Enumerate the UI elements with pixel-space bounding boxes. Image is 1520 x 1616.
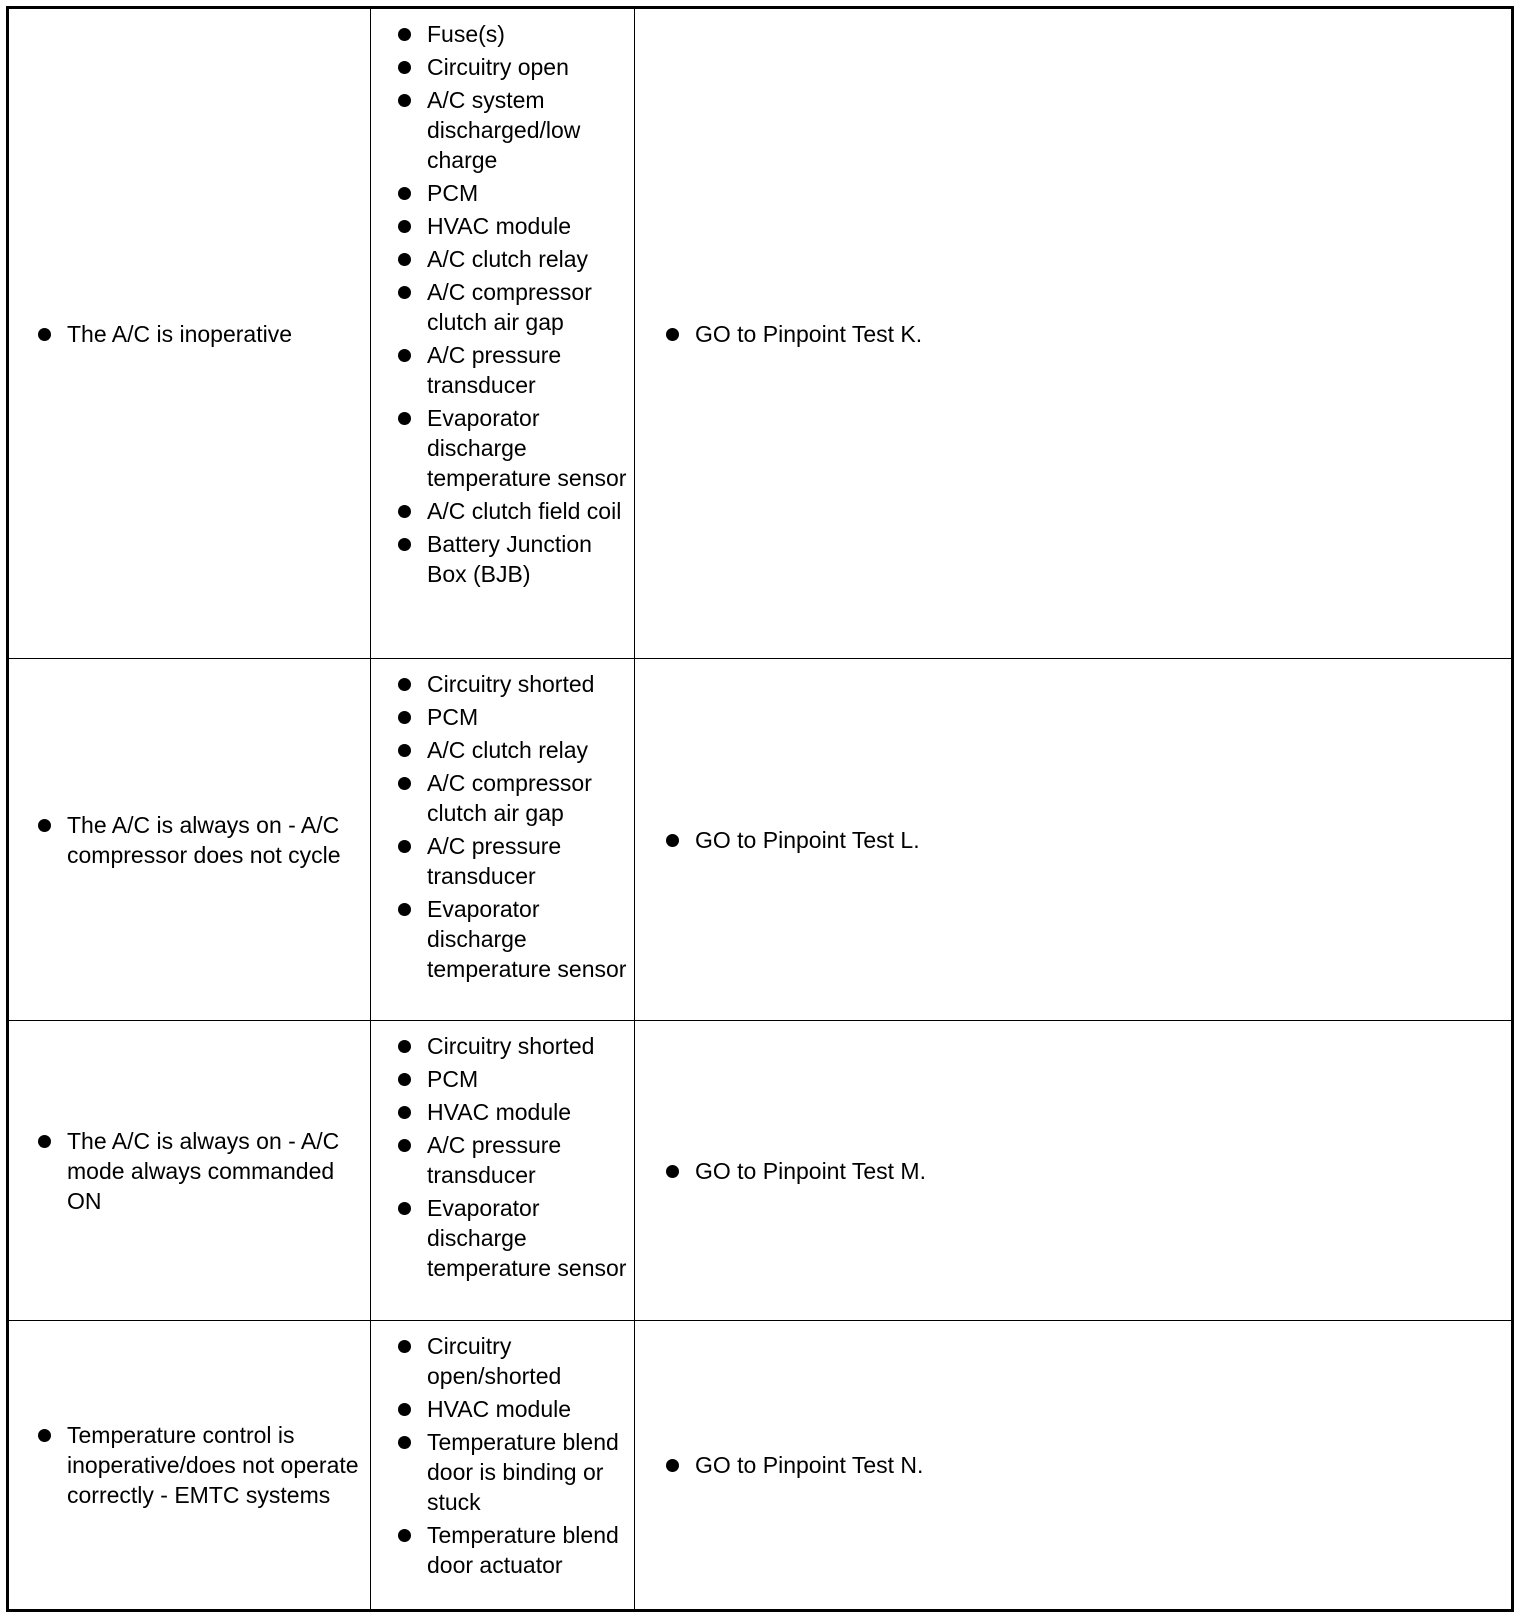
possible-source-item: Evaporator discharge temperature sensor xyxy=(427,894,635,984)
symptom-text: The A/C is inoperative xyxy=(67,319,363,349)
possible-source-item: A/C compressor clutch air gap xyxy=(427,768,635,828)
possible-source-item: HVAC module xyxy=(427,211,635,241)
possible-source-item: PCM xyxy=(427,178,635,208)
possible-source-cell xyxy=(371,1021,635,1320)
possible-source-item: A/C clutch relay xyxy=(427,735,635,765)
action-cell xyxy=(635,659,1511,1020)
possible-source-item: A/C compressor clutch air gap xyxy=(427,277,635,337)
symptom-chart-table xyxy=(6,6,1514,1612)
possible-source-item: Battery Junction Box (BJB) xyxy=(427,529,635,589)
possible-source-item: Temperature blend door is binding or stuck xyxy=(427,1427,635,1517)
symptom-cell xyxy=(9,659,371,1020)
possible-source-item: A/C system discharged/low charge xyxy=(427,85,635,175)
symptom-cell xyxy=(9,9,371,658)
possible-source-item: A/C pressure transducer xyxy=(427,831,635,891)
action-text: GO to Pinpoint Test L. xyxy=(695,826,920,853)
possible-source-item: Circuitry shorted xyxy=(427,669,635,699)
symptom-text: The A/C is always on - A/C compressor does not cycle xyxy=(67,810,363,870)
action-cell xyxy=(635,9,1511,658)
action-text: GO to Pinpoint Test M. xyxy=(695,1157,926,1184)
possible-source-item: A/C clutch field coil xyxy=(427,496,635,526)
possible-source-item: PCM xyxy=(427,1064,635,1094)
action-text: GO to Pinpoint Test N. xyxy=(695,1452,924,1478)
possible-source-item: Temperature blend door actuator xyxy=(427,1520,635,1580)
possible-source-item: Circuitry shorted xyxy=(427,1031,635,1061)
action-text: GO to Pinpoint Test K. xyxy=(695,320,923,347)
symptom-text: The A/C is always on - A/C mode always commanded ON xyxy=(67,1126,363,1216)
possible-source-item: Circuitry open xyxy=(427,52,635,82)
possible-source-item: A/C clutch relay xyxy=(427,244,635,274)
possible-source-cell xyxy=(371,1321,635,1609)
table-row xyxy=(9,1020,1511,1320)
action-cell xyxy=(635,1321,1511,1609)
possible-source-item: PCM xyxy=(427,702,635,732)
possible-source-item: Fuse(s) xyxy=(427,19,635,49)
symptom-cell xyxy=(9,1021,371,1320)
possible-source-item: HVAC module xyxy=(427,1097,635,1127)
table-row xyxy=(9,658,1511,1020)
symptom-text: Temperature control is inoperative/does not operate correctly - EMTC systems xyxy=(67,1420,363,1510)
table-row xyxy=(9,1320,1511,1609)
table-row xyxy=(9,9,1511,658)
action-cell xyxy=(635,1021,1511,1320)
symptom-cell xyxy=(9,1321,371,1609)
possible-source-item: Evaporator discharge temperature sensor xyxy=(427,403,635,493)
possible-source-cell xyxy=(371,659,635,1020)
possible-source-item: A/C pressure transducer xyxy=(427,1130,635,1190)
possible-source-item: A/C pressure transducer xyxy=(427,340,635,400)
possible-source-item: Circuitry open/shorted xyxy=(427,1331,635,1391)
possible-source-cell xyxy=(371,9,635,658)
possible-source-item: Evaporator discharge temperature sensor xyxy=(427,1193,635,1283)
possible-source-item: HVAC module xyxy=(427,1394,635,1424)
